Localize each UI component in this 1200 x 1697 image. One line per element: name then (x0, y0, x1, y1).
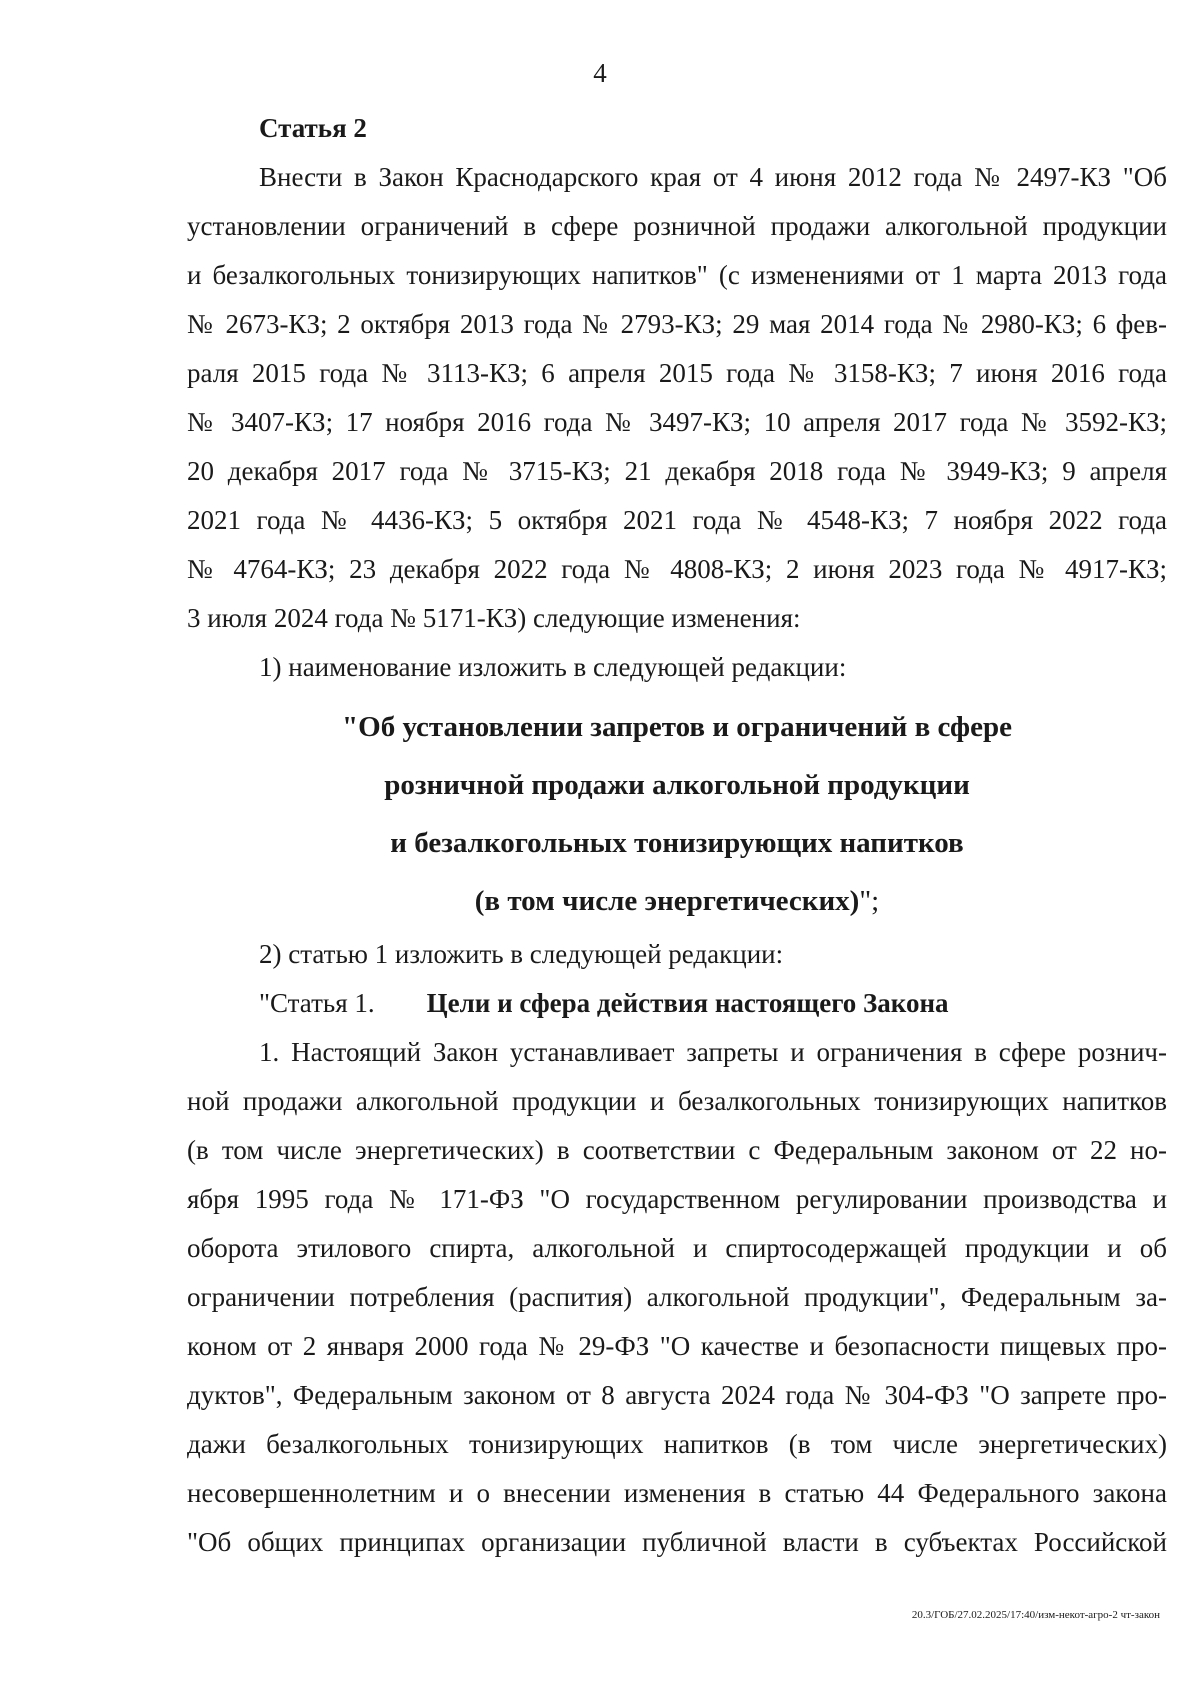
paragraph-line: дуктов", Федеральным законом от 8 августа 2024 года № 304-ФЗ "О запрете про- (187, 1380, 1167, 1410)
paragraph-line: № 2673-КЗ; 2 октября 2013 года № 2793-КЗ; 29 мая 2014 года № 2980-КЗ; 6 фев- (187, 309, 1167, 339)
paragraph-line: 3 июля 2024 года № 5171-КЗ) следующие изменения: (187, 603, 801, 633)
paragraph-line: оборота этилового спирта, алкогольной и спиртосодержащей продукции и об (187, 1233, 1167, 1263)
paragraph-line: (в том числе энергетических) в соответствии с Федеральным законом от 22 но- (187, 1135, 1167, 1165)
new-law-title-line: розничной продажи алкогольной продукции (384, 769, 970, 801)
paragraph-line: установлении ограничений в сфере розничной продажи алкогольной продукции (187, 211, 1167, 241)
paragraph-line: несовершеннолетним и о внесении изменения в статью 44 Федерального закона (187, 1478, 1167, 1508)
new-law-title-quote: "; (859, 885, 880, 917)
paragraph-line: 2021 года № 4436-КЗ; 5 октября 2021 года № 4548-КЗ; 7 ноября 2022 года (187, 505, 1167, 535)
new-law-title-line: и безалкогольных тонизирующих напитков (390, 827, 964, 859)
paragraph-line: 1. Настоящий Закон устанавливает запреты и ограничения в сфере рознич- (259, 1037, 1167, 1067)
article-1-heading (187, 979, 1167, 1028)
paragraph-line: ября 1995 года № 171-ФЗ "О государственном регулировании производства и (187, 1184, 1167, 1214)
page-number: 4 (593, 58, 607, 88)
article-heading: Статья 2 (259, 113, 367, 143)
paragraph-line: раля 2015 года № 3113-КЗ; 6 апреля 2015 года № 3158-КЗ; 7 июня 2016 года (187, 358, 1167, 388)
paragraph-line: дажи безалкогольных тонизирующих напитков (в том числе энергетических) (187, 1429, 1167, 1459)
paragraph-line: ной продажи алкогольной продукции и безалкогольных тонизирующих напитков (187, 1086, 1167, 1116)
document-code: 20.3/ГОБ/27.02.2025/17:40/изм-некот-агро-2 чт-закон (911, 1609, 1160, 1621)
paragraph-line: ограничении потребления (распития) алкогольной продукции", Федеральным за- (187, 1282, 1167, 1312)
list-item: 2) статью 1 изложить в следующей редакции: (259, 939, 784, 969)
article-1-title: Цели и сфера действия настоящего Закона (426, 988, 949, 1018)
paragraph-line: № 4764-КЗ; 23 декабря 2022 года № 4808-КЗ; 2 июня 2023 года № 4917-КЗ; (187, 554, 1167, 584)
paragraph-line: коном от 2 января 2000 года № 29-ФЗ "О качестве и безопасности пищевых про- (187, 1331, 1167, 1361)
new-law-title-line (187, 872, 1167, 930)
list-item: 1) наименование изложить в следующей редакции: (259, 652, 847, 682)
article-1-label: "Статья 1. (259, 988, 375, 1018)
new-law-title-bold: (в том числе энергетических) (474, 885, 860, 917)
paragraph-line: и безалкогольных тонизирующих напитков" (с изменениями от 1 марта 2013 года (187, 260, 1167, 290)
paragraph-line: 20 декабря 2017 года № 3715-КЗ; 21 декабря 2018 года № 3949-КЗ; 9 апреля (187, 456, 1167, 486)
paragraph-line: № 3407-КЗ; 17 ноября 2016 года № 3497-КЗ; 10 апреля 2017 года № 3592-КЗ; (187, 407, 1167, 437)
paragraph-line: Внести в Закон Краснодарского края от 4 июня 2012 года № 2497-КЗ "Об (259, 162, 1167, 192)
document-body (187, 104, 1167, 1567)
new-law-title-line: "Об установлении запретов и ограничений в сфере (342, 711, 1012, 743)
paragraph-line: "Об общих принципах организации публичной власти в субъектах Российской (187, 1527, 1167, 1557)
